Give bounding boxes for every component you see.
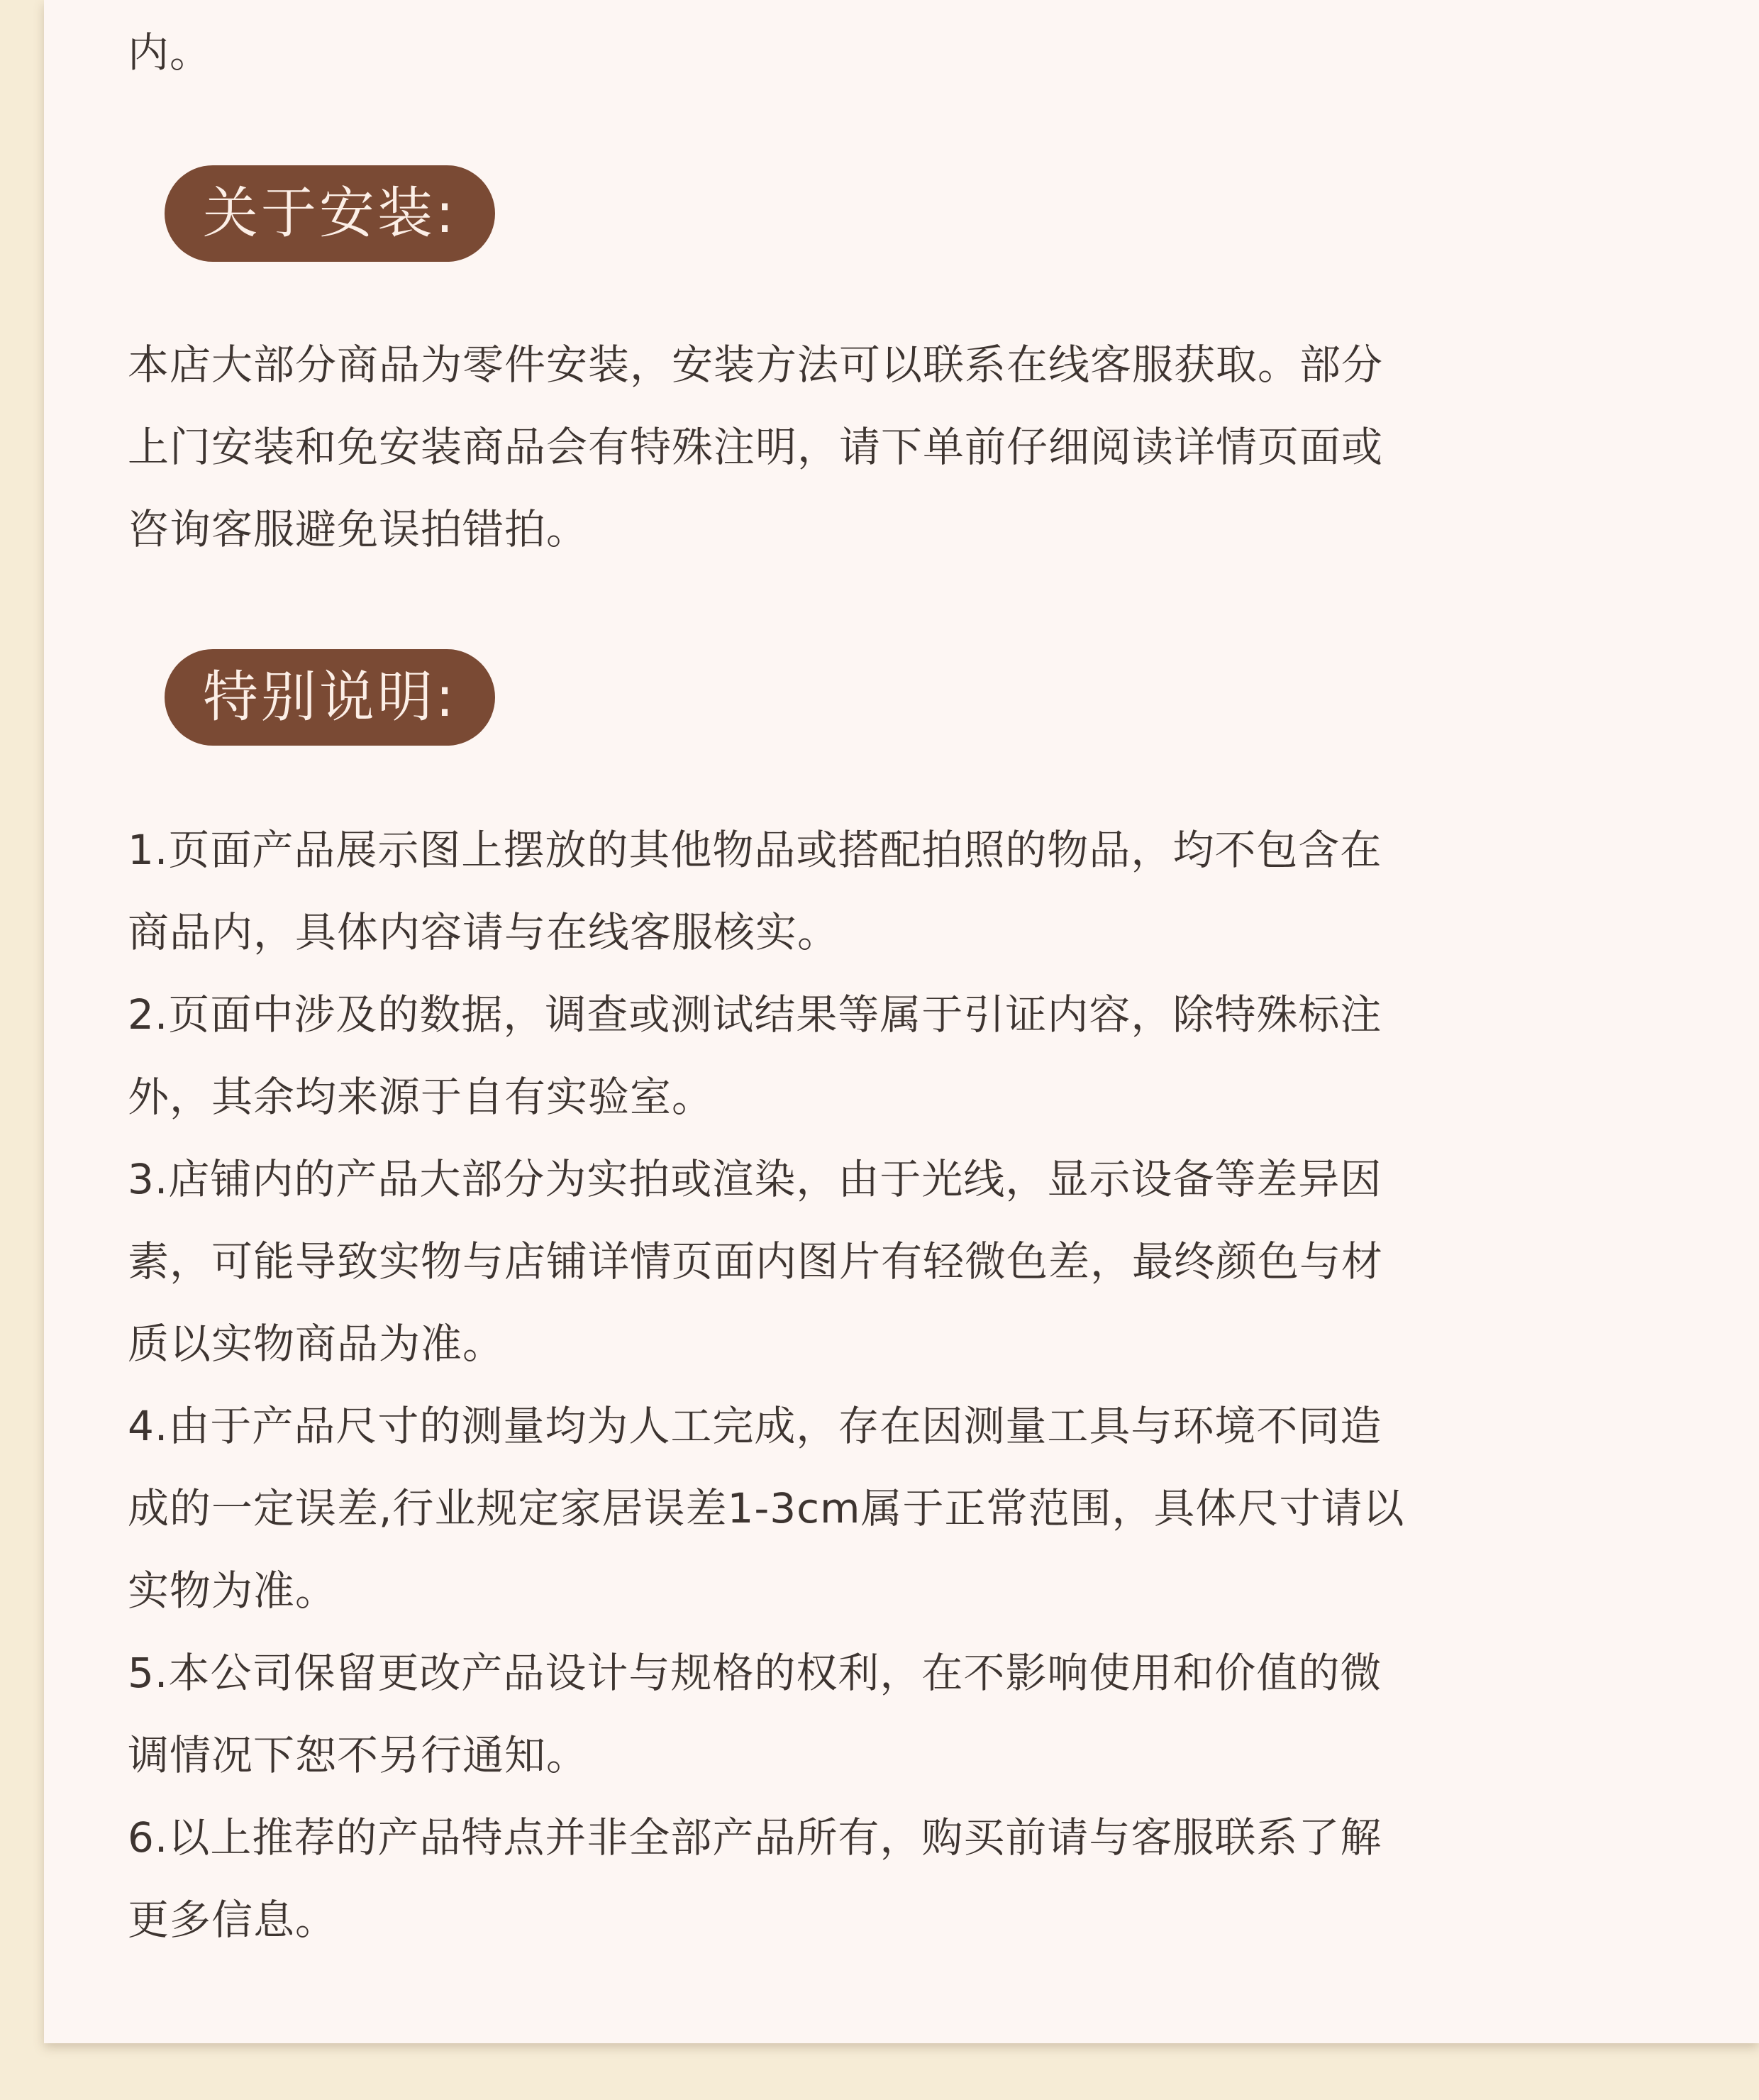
- notice-card: [44, 0, 1759, 2043]
- installation-paragraph: 本店大部分商品为零件安装，安装方法可以联系在线客服获取。部分 上门安装和免安装商品会有特殊注明，请下单前仔细阅读详情页面或 咨询客服避免误拍错拍。: [128, 341, 1384, 553]
- special-note-item: 1.页面产品展示图上摆放的其他物品或搭配拍照的物品，均不包含在 商品内，具体内容请与在线客服核实。: [128, 826, 1382, 956]
- special-notes-list: [128, 809, 1405, 1961]
- special-note-item: 6.以上推荐的产品特点并非全部产品所有，购买前请与客服联系了解 更多信息。: [128, 1813, 1382, 1944]
- special-note-item: 3.店铺内的产品大部分为实拍或渲染，由于光线，显示设备等差异因 素，可能导致实物与店铺详情页面内图片有轻微色差，最终颜色与材 质以实物商品为准。: [128, 1155, 1384, 1368]
- installation-heading-badge: 关于安装:: [165, 165, 495, 262]
- special-note-item: 4.由于产品尺寸的测量均为人工完成，存在因测量工具与环境不同造 成的一定误差,行业规定家居误差1-3cm属于正常范围，具体尺寸请以 实物为准。: [128, 1402, 1405, 1615]
- previous-paragraph-end: 内。: [128, 28, 212, 77]
- special-notes-heading-badge: 特别说明:: [165, 649, 495, 746]
- special-note-item: 2.页面中涉及的数据，调查或测试结果等属于引证内容，除特殊标注 外，其余均来源于自有实验室。: [128, 990, 1382, 1121]
- special-note-item: 5.本公司保留更改产品设计与规格的权利，在不影响使用和价值的微 调情况下恕不另行通知。: [128, 1649, 1382, 1779]
